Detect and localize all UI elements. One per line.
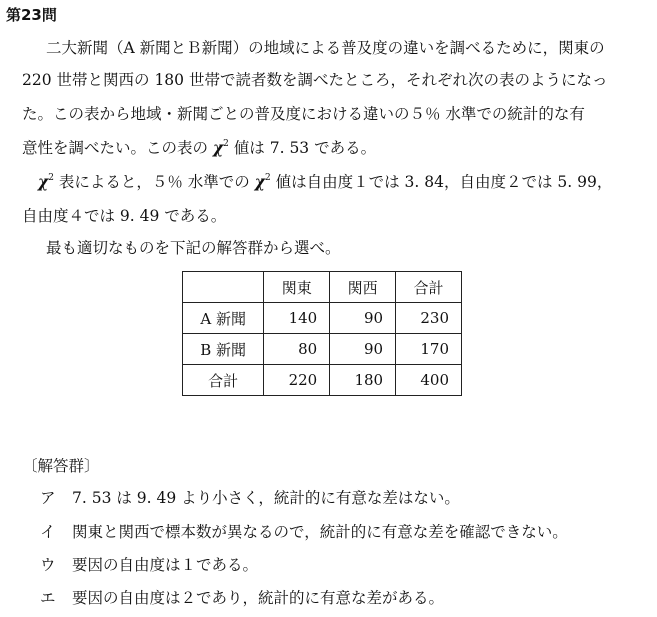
paragraph-line [38,170,612,197]
choice-label: ウ [40,556,56,574]
choice-text: 7. 53 は 9. 49 より小さく，統計的に有意な差はない。 [72,489,460,507]
superscript: 2 [48,173,54,183]
choice-text: 関東と関西で標本数が異なるので，統計的に有意な差を確認できない。 [72,523,568,541]
table-header-cell: 合計 [396,272,462,303]
instruction-line: 最も適切なものを下記の解答群から選べ。 [46,239,341,257]
superscript: 2 [264,173,271,183]
table-header-row [183,272,462,303]
choice-item-i[interactable] [40,520,568,544]
paragraph-line: た。この表から地域・新聞ごとの普及度における違いの５％ 水準での統計的な有 [22,105,585,123]
chi-symbol: χ [212,138,224,157]
data-table [182,271,462,396]
choice-text: 要因の自由度は２であり，統計的に有意な差がある。 [72,589,445,607]
choice-label: ア [40,489,56,507]
table-cell: 140 [264,303,330,334]
text-segment: 表によると，５％ 水準での [53,173,255,191]
table-row-header: A 新聞 [183,303,264,334]
table-cell: 400 [396,365,462,396]
paragraph-line: 自由度４では 9. 49 である。 [22,207,227,225]
choice-label: エ [40,589,56,607]
table-cell: 230 [396,303,462,334]
choice-item-a[interactable] [40,486,460,510]
table-header-cell: 関東 [264,272,330,303]
table-cell: 80 [264,334,330,365]
table-row-header: 合計 [183,365,264,396]
text-segment: 値は 7. 53 である。 [228,139,377,157]
table-cell: 90 [330,334,396,365]
choice-label: イ [40,523,56,541]
table-row-header: B 新聞 [183,334,264,365]
paragraph-line [22,136,376,163]
choices-header: 〔解答群〕 [22,457,100,475]
table-row [183,365,462,396]
table-row [183,334,462,365]
table-header-cell [183,272,264,303]
paragraph-line: 220 世帯と関西の 180 世帯で読者数を調べたところ，それぞれ次の表のようになっ [22,71,608,89]
table-cell: 220 [264,365,330,396]
superscript: 2 [223,139,229,149]
text-segment: 値は自由度１では 3. 84，自由度２では 5. 99， [270,173,613,191]
table-header-cell: 関西 [330,272,396,303]
table-cell: 170 [396,334,462,365]
text-segment: 意性を調べたい。この表の [22,139,213,157]
choice-text: 要因の自由度は１である。 [72,556,259,574]
chi-symbol: χ [254,172,265,191]
table-cell: 90 [330,303,396,334]
table-row [183,303,462,334]
choice-item-e[interactable] [40,586,444,610]
choice-item-u[interactable] [40,553,258,577]
chi-symbol: χ [38,172,49,191]
table-cell: 180 [330,365,396,396]
paragraph-line: 二大新聞（A 新聞とＢ新聞）の地域による普及度の違いを調べるために，関東の [46,39,605,57]
question-title: 第23問 [6,6,57,24]
